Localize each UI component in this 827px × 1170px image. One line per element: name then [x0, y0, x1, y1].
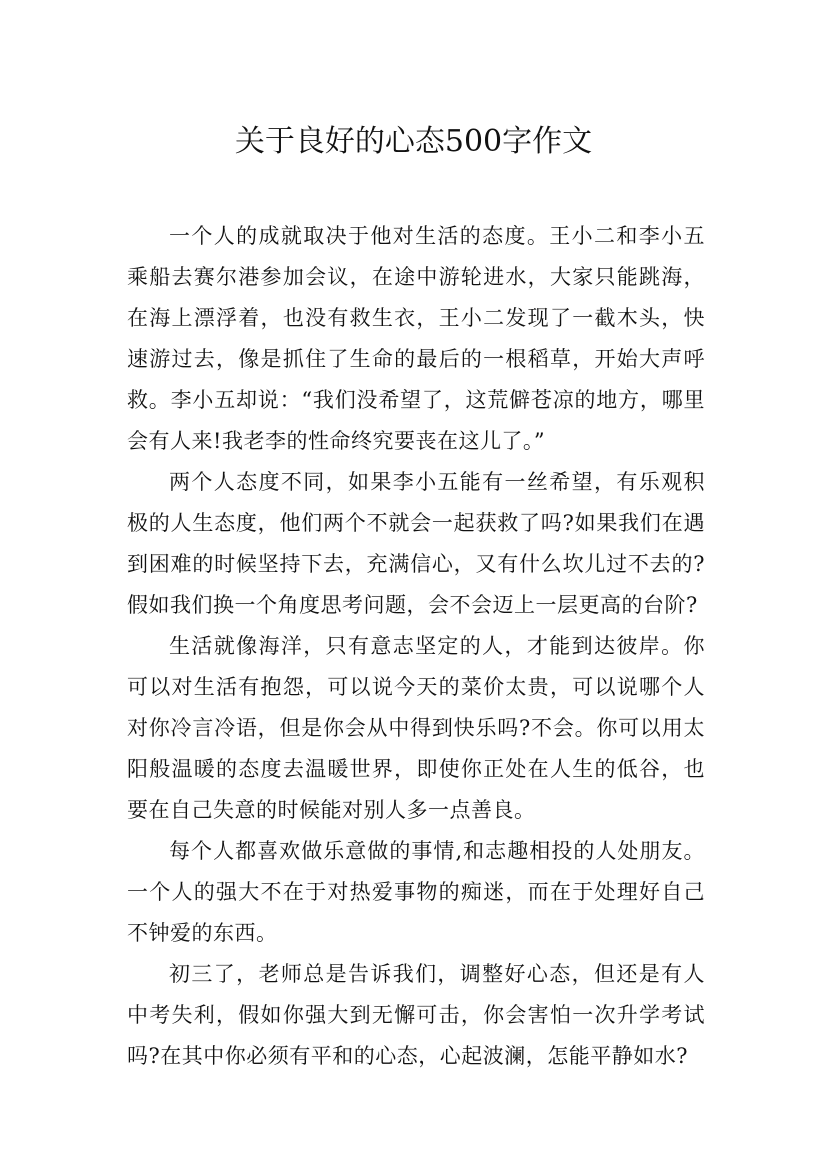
essay-body: [127, 216, 705, 1077]
paragraph-4: 每个人都喜欢做乐意做的事情,和志趣相投的人处朋友。一个人的强大不在于对热爱事物的痴迷，而在于处理好自己不钟爱的东西。: [127, 839, 705, 945]
paragraph-3: 生活就像海洋，只有意志坚定的人，才能到达彼岸。你可以对生活有抱怨，可以说今天的菜价太贵，可以说哪个人对你冷言冷语，但是你会从中得到快乐吗?不会。你可以用太阳般温暖的态度去温暖世界，即使你正处在人生的低谷，也要在自己失意的时候能对别人多一点善良。: [127, 634, 705, 822]
paragraph-5: 初三了，老师总是告诉我们，调整好心态，但还是有人中考失利，假如你强大到无懈可击，你会害怕一次升学考试吗?在其中你必须有平和的心态，心起波澜，怎能平静如水?: [127, 962, 705, 1068]
paragraph-1: 一个人的成就取决于他对生活的态度。王小二和李小五乘船去赛尔港参加会议，在途中游轮进水，大家只能跳海，在海上漂浮着，也没有救生衣，王小二发现了一截木头，快速游过去，像是抓住了生命的最后的一根稻草，开始大声呼救。李小五却说：“我们没希望了，这荒僻苍凉的地方，哪里会有人来!我老李的性命终究要丧在这儿了。”: [127, 224, 705, 453]
paragraph-2: 两个人态度不同，如果李小五能有一丝希望，有乐观积极的人生态度，他们两个不就会一起获救了吗?如果我们在遇到困难的时候坚持下去，充满信心，又有什么坎儿过不去的?假如我们换一个角度思考问题，会不会迈上一层更高的台阶?: [127, 470, 705, 617]
document-title: 关于良好的心态500字作文: [234, 124, 593, 160]
